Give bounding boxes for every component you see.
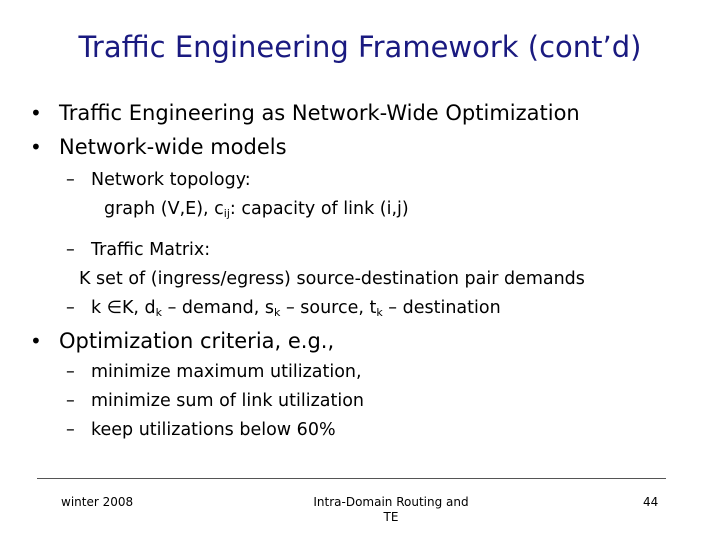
- text-run: k ∈K, d: [91, 298, 156, 318]
- sub-network-topology: Network topology:: [91, 170, 251, 190]
- footer-divider: [37, 478, 666, 479]
- text-run: graph (V,E), c: [104, 199, 224, 219]
- footer-date: winter 2008: [61, 495, 134, 509]
- slide-title: Traffic Engineering Framework (cont’d): [78, 30, 642, 64]
- bullet-te-optimization: Traffic Engineering as Network-Wide Optimization: [59, 101, 580, 125]
- subscript: k: [376, 306, 383, 319]
- text-run: – demand, s: [162, 298, 274, 318]
- text-run: – source, t: [280, 298, 377, 318]
- page-number: 44: [643, 495, 659, 509]
- sub-min-sum-utilization: minimize sum of link utilization: [91, 391, 365, 411]
- footer-course-title: [300, 495, 482, 525]
- sub-graph-capacity: [104, 199, 409, 220]
- bullet-network-models: Network-wide models: [59, 135, 287, 159]
- text-run: : capacity of link (i,j): [229, 199, 409, 219]
- dash-marker: –: [66, 298, 75, 318]
- sub-k-set-demands: K set of (ingress/egress) source-destination pair demands: [79, 269, 585, 289]
- bullet-marker: •: [30, 101, 42, 125]
- subscript: k: [274, 306, 281, 319]
- subscript: k: [155, 306, 163, 319]
- sub-k-definition: [91, 298, 501, 319]
- dash-marker: –: [66, 391, 75, 411]
- sub-min-max-utilization: minimize maximum utilization,: [91, 362, 362, 382]
- footer-course-line: TE: [383, 510, 399, 524]
- subscript: ij: [223, 207, 230, 220]
- sub-traffic-matrix: Traffic Matrix:: [91, 240, 211, 260]
- dash-marker: –: [66, 362, 75, 382]
- dash-marker: –: [66, 170, 75, 190]
- sub-keep-below-60: keep utilizations below 60%: [91, 420, 336, 440]
- bullet-marker: •: [30, 329, 42, 353]
- dash-marker: –: [66, 240, 75, 260]
- bullet-optimization-criteria: Optimization criteria, e.g.,: [59, 329, 335, 353]
- footer-course-line: Intra-Domain Routing and: [313, 495, 469, 509]
- dash-marker: –: [66, 420, 75, 440]
- bullet-marker: •: [30, 135, 42, 159]
- text-run: – destination: [382, 298, 501, 318]
